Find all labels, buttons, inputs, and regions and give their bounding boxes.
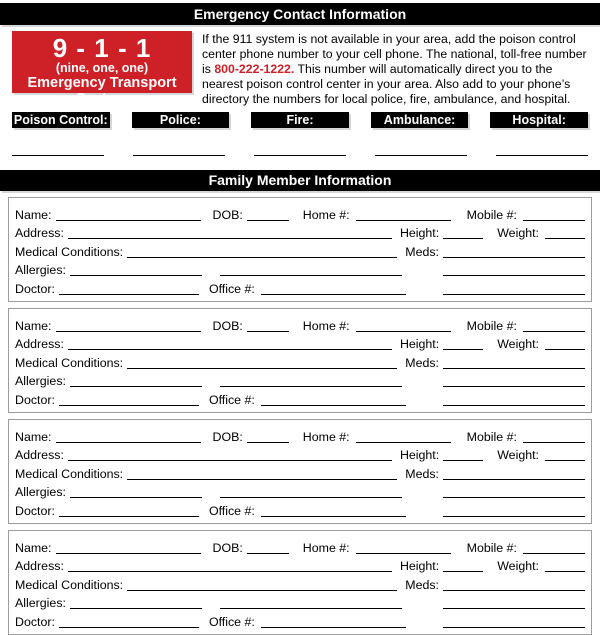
contact-label-hospital: Hospital: xyxy=(490,112,588,128)
blank-line-meds-extra-2 xyxy=(443,405,585,406)
blank-line-doctor xyxy=(59,405,199,406)
blank-line-home-phone xyxy=(356,331,451,332)
blank-line-allergies-extra xyxy=(220,608,402,609)
blank-line-medical-conditions xyxy=(127,368,397,369)
contact-write-in-lines xyxy=(12,155,588,156)
field-label-allergies: Allergies: xyxy=(15,485,66,500)
blank-line-address xyxy=(68,238,392,239)
field-label-office-phone: Office #: xyxy=(208,281,255,296)
blank-line-medical-conditions xyxy=(127,479,397,480)
family-members-list xyxy=(0,197,600,635)
intro-section xyxy=(12,31,588,107)
contact-labels-row xyxy=(12,112,588,128)
field-label-meds: Meds: xyxy=(405,355,439,370)
blank-line-meds-extra-1 xyxy=(443,386,585,387)
blank-line-mobile-phone xyxy=(523,553,585,554)
blank-line-allergies xyxy=(70,608,202,609)
blank-line-weight xyxy=(545,460,585,461)
member-row-name xyxy=(15,426,585,445)
blank-line-meds-extra-2 xyxy=(443,294,585,295)
badge-911-phonetic: (nine, one, one) xyxy=(55,61,149,75)
blank-line-name xyxy=(56,442,201,443)
blank-line-doctor xyxy=(59,627,199,628)
blank-line-office-phone xyxy=(261,405,406,406)
field-label-address: Address: xyxy=(15,448,64,463)
family-section-title: Family Member Information xyxy=(208,172,392,188)
member-row-doctor xyxy=(15,389,585,408)
blank-line-poison-control xyxy=(12,155,104,156)
family-member-card-1 xyxy=(8,197,592,302)
family-member-card-2 xyxy=(8,308,592,413)
blank-line-height xyxy=(443,571,483,572)
field-label-address: Address: xyxy=(15,337,64,352)
intro-text-before: If the 911 system is not available in your area, add the poison control center phone number to your cell phone. The national, toll-free number is xyxy=(202,32,587,76)
member-row-allergies xyxy=(15,593,585,612)
field-label-name: Name: xyxy=(15,207,52,222)
field-label-dob: DOB: xyxy=(212,318,243,333)
page-title-bar xyxy=(0,3,600,25)
field-label-height: Height: xyxy=(399,337,440,352)
member-row-allergies xyxy=(15,260,585,279)
blank-line-meds-extra-1 xyxy=(443,275,585,276)
field-label-dob: DOB: xyxy=(212,540,243,555)
blank-line-mobile-phone xyxy=(523,331,585,332)
field-label-dob: DOB: xyxy=(212,207,243,222)
field-label-office-phone: Office #: xyxy=(208,503,255,518)
field-label-home-phone: Home #: xyxy=(302,318,350,333)
field-label-height: Height: xyxy=(399,559,440,574)
blank-line-name xyxy=(56,220,201,221)
member-row-doctor xyxy=(15,500,585,519)
member-row-name xyxy=(15,315,585,334)
member-row-name xyxy=(15,537,585,556)
family-member-card-3 xyxy=(8,419,592,524)
field-label-medical-conditions: Medical Conditions: xyxy=(15,577,124,592)
blank-line-weight xyxy=(545,571,585,572)
field-label-mobile-phone: Mobile #: xyxy=(466,429,517,444)
blank-line-address xyxy=(68,460,392,461)
member-row-allergies xyxy=(15,482,585,501)
contact-label-poison-control: Poison Control: xyxy=(13,113,108,127)
blank-line-name xyxy=(56,553,201,554)
intro-text-after: This number will automatically direct you to the nearest poison control center in your area. Also add to your phone’s directory the numbers for local police, fire, ambulance, and hospital. xyxy=(202,62,571,106)
member-row-address xyxy=(15,445,585,464)
field-label-allergies: Allergies: xyxy=(15,596,66,611)
member-row-address xyxy=(15,556,585,575)
blank-line-doctor xyxy=(59,516,199,517)
badge-911-number: 9 - 1 - 1 xyxy=(52,33,152,63)
blank-line-home-phone xyxy=(356,220,451,221)
family-member-card-4 xyxy=(8,530,592,635)
blank-line-dob xyxy=(247,442,289,443)
field-label-address: Address: xyxy=(15,226,64,241)
member-row-address xyxy=(15,223,585,242)
field-label-office-phone: Office #: xyxy=(208,392,255,407)
field-label-doctor: Doctor: xyxy=(15,281,55,296)
field-label-name: Name: xyxy=(15,429,52,444)
blank-line-meds xyxy=(443,257,585,258)
field-label-weight: Weight: xyxy=(497,226,539,241)
member-row-address xyxy=(15,334,585,353)
field-label-name: Name: xyxy=(15,540,52,555)
blank-line-medical-conditions xyxy=(127,257,397,258)
blank-line-meds-extra-2 xyxy=(443,516,585,517)
field-label-meds: Meds: xyxy=(405,466,439,481)
field-label-home-phone: Home #: xyxy=(302,540,350,555)
field-label-weight: Weight: xyxy=(497,448,539,463)
member-row-allergies xyxy=(15,371,585,390)
blank-line-weight xyxy=(545,349,585,350)
blank-line-office-phone xyxy=(261,627,406,628)
blank-line-hospital xyxy=(496,155,588,156)
member-row-doctor xyxy=(15,278,585,297)
field-label-medical-conditions: Medical Conditions: xyxy=(15,466,124,481)
blank-line-doctor xyxy=(59,294,199,295)
field-label-medical-conditions: Medical Conditions: xyxy=(15,355,124,370)
field-label-dob: DOB: xyxy=(212,429,243,444)
field-label-mobile-phone: Mobile #: xyxy=(466,318,517,333)
blank-line-allergies xyxy=(70,497,202,498)
field-label-doctor: Doctor: xyxy=(15,503,55,518)
field-label-doctor: Doctor: xyxy=(15,392,55,407)
blank-line-medical-conditions xyxy=(127,590,397,591)
blank-line-height xyxy=(443,349,483,350)
field-label-allergies: Allergies: xyxy=(15,374,66,389)
blank-line-meds xyxy=(443,479,585,480)
blank-line-weight xyxy=(545,238,585,239)
field-label-home-phone: Home #: xyxy=(302,207,350,222)
contact-label-ambulance: Ambulance: xyxy=(371,112,469,128)
member-row-doctor xyxy=(15,611,585,630)
field-label-allergies: Allergies: xyxy=(15,263,66,278)
page-title: Emergency Contact Information xyxy=(193,6,407,22)
field-label-height: Height: xyxy=(399,448,440,463)
badge-911 xyxy=(12,31,192,107)
blank-line-allergies-extra xyxy=(220,386,402,387)
family-section-title-bar xyxy=(0,170,600,191)
member-row-name xyxy=(15,204,585,223)
field-label-medical-conditions: Medical Conditions: xyxy=(15,244,124,259)
blank-line-meds-extra-2 xyxy=(443,627,585,628)
poison-control-phone-number: 800-222-1222. xyxy=(214,62,295,76)
member-row-medical xyxy=(15,463,585,482)
member-row-medical xyxy=(15,352,585,371)
blank-line-height xyxy=(443,460,483,461)
field-label-home-phone: Home #: xyxy=(302,429,350,444)
member-row-medical xyxy=(15,574,585,593)
member-row-medical xyxy=(15,241,585,260)
field-label-height: Height: xyxy=(399,226,440,241)
blank-line-home-phone xyxy=(356,553,451,554)
field-label-doctor: Doctor: xyxy=(15,614,55,629)
blank-line-meds-extra-1 xyxy=(443,497,585,498)
blank-line-office-phone xyxy=(261,516,406,517)
blank-line-height xyxy=(443,238,483,239)
intro-paragraph xyxy=(192,31,588,107)
blank-line-address xyxy=(68,571,392,572)
field-label-meds: Meds: xyxy=(405,244,439,259)
blank-line-dob xyxy=(247,220,289,221)
blank-line-meds-extra-1 xyxy=(443,608,585,609)
blank-line-home-phone xyxy=(356,442,451,443)
blank-line-allergies-extra xyxy=(220,497,402,498)
blank-line-allergies xyxy=(70,386,202,387)
field-label-weight: Weight: xyxy=(497,337,539,352)
field-label-mobile-phone: Mobile #: xyxy=(466,207,517,222)
contact-label-fire: Fire: xyxy=(251,112,349,128)
blank-line-allergies-extra xyxy=(220,275,402,276)
field-label-address: Address: xyxy=(15,559,64,574)
field-label-office-phone: Office #: xyxy=(208,614,255,629)
blank-line-dob xyxy=(247,553,289,554)
blank-line-fire xyxy=(254,155,346,156)
blank-line-meds xyxy=(443,368,585,369)
blank-line-ambulance xyxy=(375,155,467,156)
blank-line-police xyxy=(133,155,225,156)
blank-line-mobile-phone xyxy=(523,220,585,221)
field-label-mobile-phone: Mobile #: xyxy=(466,540,517,555)
blank-line-meds xyxy=(443,590,585,591)
blank-line-mobile-phone xyxy=(523,442,585,443)
blank-line-office-phone xyxy=(261,294,406,295)
blank-line-dob xyxy=(247,331,289,332)
contact-label-police: Police: xyxy=(132,112,230,128)
field-label-name: Name: xyxy=(15,318,52,333)
blank-line-name xyxy=(56,331,201,332)
field-label-weight: Weight: xyxy=(497,559,539,574)
blank-line-allergies xyxy=(70,275,202,276)
field-label-meds: Meds: xyxy=(405,577,439,592)
blank-line-address xyxy=(68,349,392,350)
badge-911-system-label: Emergency Transport System xyxy=(27,75,177,107)
